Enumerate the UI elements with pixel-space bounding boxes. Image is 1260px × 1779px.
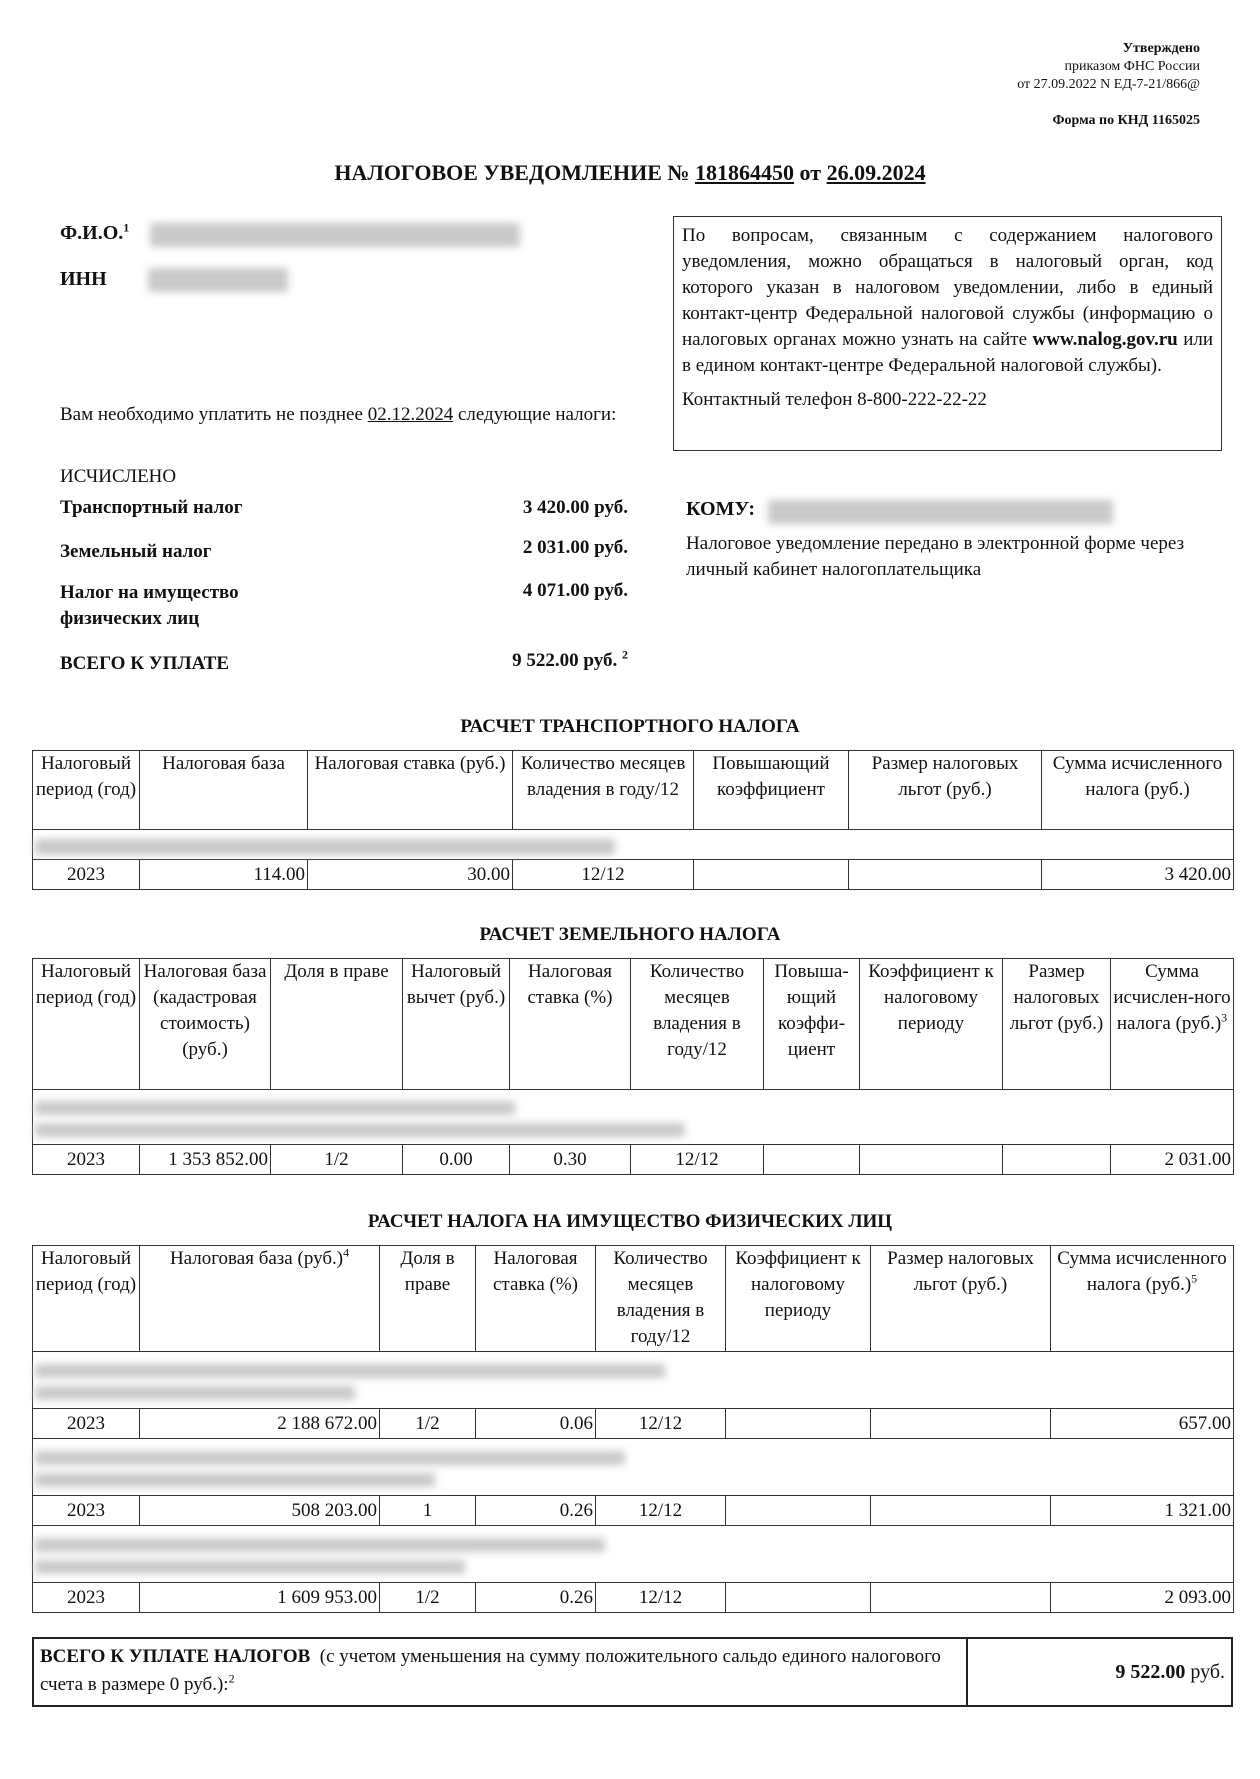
object-redacted [35,1473,435,1487]
col-header: Налоговый период (год) [33,1246,140,1352]
approval-block [1017,40,1200,94]
order-label: приказом ФНС России [1064,59,1200,74]
tax-amount-property: 4 071.00 руб. [522,580,628,601]
object-redacted [35,1451,625,1465]
object-row [33,1090,1234,1145]
table-row: 2023 114.00 30.00 12/12 3 420.00 [33,860,1234,890]
object-redacted [35,1538,605,1552]
tax-amount-transport: 3 420.00 руб. [522,497,628,518]
tax-name-land: Земельный налог [60,541,212,562]
object-redacted [35,1364,665,1378]
order-date: от 27.09.2022 N ЕД-7-21/866@ [1017,77,1200,92]
object-redacted [35,1386,355,1400]
table-row: 2023 1 353 852.00 1/2 0.00 0.30 12/12 2 031.00 [33,1145,1234,1175]
site-link[interactable]: www.nalog.gov.ru [1032,329,1178,350]
object-row [33,830,1234,860]
table-row: 2023 508 203.00 1 0.26 12/12 1 321.00 [33,1496,1234,1526]
col-header: Повыша-ющий коэффи-циент [764,959,860,1090]
table-row: 2023 1 609 953.00 1/2 0.26 12/12 2 093.00 [33,1583,1234,1613]
property-table [32,1245,1234,1613]
col-header: Налоговая ставка (%) [476,1246,596,1352]
tax-amount-land: 2 031.00 руб. [522,537,628,558]
object-redacted [35,1123,685,1137]
info-box: По вопросам, связанным с содержанием налогового уведомления, можно обращаться в налоговый орган, код которого указан в налоговом уведомлении, либо в единый контакт-центр Федеральной налоговой службы (информацию о налоговых органах можно узнать на сайте www.nalog.gov.ru или в едином контакт-центре Федеральной налоговой службы). Контактный телефон 8-800-222-22-22 [673,216,1222,451]
object-row [33,1352,1234,1409]
col-header: Коэффициент к налоговому периоду [726,1246,871,1352]
table-header-row [33,1246,1234,1352]
due-date: 02.12.2024 [367,404,454,425]
col-header: Повышающий коэффициент [694,751,849,830]
col-header: Налоговая база (кадастровая стоимость) (руб.) [140,959,271,1090]
calculated-label: ИСЧИСЛЕНО [60,466,177,487]
col-header: Налоговая ставка (руб.) [308,751,513,830]
recipient-redacted [768,500,1113,524]
col-header: Размер налоговых льгот (руб.) [1003,959,1111,1090]
col-header: Сумма исчисленного налога $(руб.)^5$ [1051,1246,1234,1352]
total-label: ВСЕГО К УПЛАТЕ [60,653,230,674]
col-header: Налоговая база $(руб.)^4$ [140,1246,380,1352]
col-header: Размер налоговых льгот (руб.) [871,1246,1051,1352]
col-header: Налоговый период (год) [33,959,140,1090]
object-row [33,1439,1234,1496]
object-redacted [35,1560,465,1574]
table-row: 2023 2 188 672.00 1/2 0.06 12/12 657.00 [33,1409,1234,1439]
recipient-label: КОМУ: [686,498,756,520]
col-header: Количество месяцев владения в году/12 [513,751,694,830]
table-header-row [33,959,1234,1090]
transport-section-title: РАСЧЕТ ТРАНСПОРТНОГО НАЛОГА [460,716,800,737]
col-header: Налоговая база [140,751,308,830]
object-row [33,1526,1234,1583]
tax-name-transport: Транспортный налог [60,497,243,518]
col-header: Налоговая ставка (%) [510,959,631,1090]
fio-label: Ф.И.О.$^1$ [60,220,130,244]
approved-label: Утверждено [1122,41,1200,56]
fio-redacted [150,223,520,247]
col-header: Налоговый вычет (руб.) [403,959,510,1090]
object-redacted [35,1101,515,1115]
col-header: Сумма исчислен-ного налога $(руб.)^3$ [1111,959,1234,1090]
land-table [32,958,1234,1175]
col-header: Налоговый период (год) [33,751,140,830]
col-header: Количество месяцев владения в году/12 [631,959,764,1090]
form-code: Форма по КНД 1165025 [1052,113,1200,128]
grand-total-label: ВСЕГО К УПЛАТЕ НАЛОГОВ (с учетом уменьшения на сумму положительного сальдо единого налогового счета в размере 0 руб.):$^2$ [34,1639,968,1705]
pay-instruction: Вам необходимо уплатить не позднее 02.12.2024 следующие налоги: [60,404,617,425]
col-header: Коэффициент к налоговому периоду [860,959,1003,1090]
notice-date: 26.09.2024 [826,160,926,185]
col-header: Доля в праве [271,959,403,1090]
contact-phone: Контактный телефон 8-800-222-22-22 [682,389,987,410]
inn-redacted [148,268,288,292]
notice-number: 181864450 [695,160,795,185]
total-amount: 9 522.00 руб. $^2$ [512,647,628,671]
table-header-row [33,751,1234,830]
land-section-title: РАСЧЕТ ЗЕМЕЛЬНОГО НАЛОГА [479,924,781,945]
col-header: Доля в праве [380,1246,476,1352]
transport-table [32,750,1234,890]
col-header: Размер налоговых льгот (руб.) [849,751,1042,830]
col-header: Количество месяцев владения в году/12 [596,1246,726,1352]
col-header: Сумма исчисленного налога (руб.) [1042,751,1234,830]
grand-total-amount: 9 522.00 руб. [1115,1661,1225,1683]
page-title: НАЛОГОВОЕ УВЕДОМЛЕНИЕ № 181864450 от 26.09.2024 [334,160,926,185]
tax-name-property: Налог на имущество физических лиц [60,582,239,629]
recipient-note: Налоговое уведомление передано в электронной форме через личный кабинет налогоплательщика [686,533,1185,580]
grand-total-box [32,1637,1233,1707]
property-section-title: РАСЧЕТ НАЛОГА НА ИМУЩЕСТВО ФИЗИЧЕСКИХ ЛИЦ [367,1211,893,1232]
inn-label: ИНН [60,268,107,290]
object-redacted [35,839,615,855]
